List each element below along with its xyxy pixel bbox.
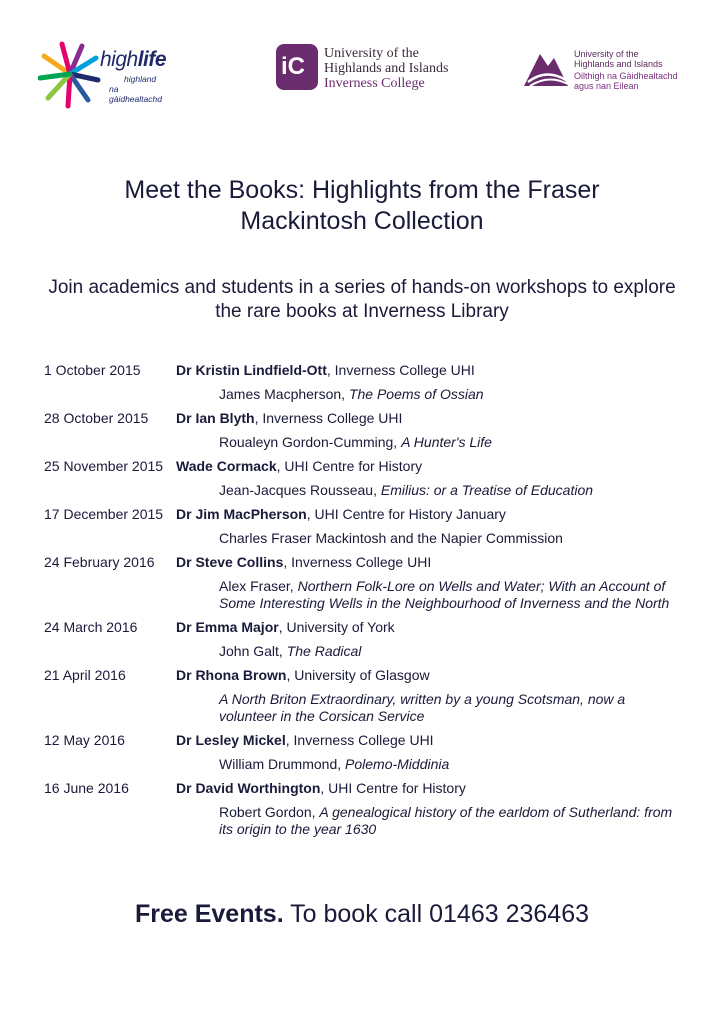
event-header-row — [44, 458, 684, 475]
event-header-row — [44, 780, 684, 797]
book-title: Emilius: or a Treatise of Education — [380, 482, 594, 498]
book-title: A Hunter's Life — [401, 434, 492, 450]
book-author: Roualeyn Gordon-Cumming, — [219, 434, 402, 450]
event-speaker — [176, 458, 684, 475]
event-speaker — [176, 780, 684, 797]
speaker-affiliation: , University of York — [278, 619, 395, 635]
event-speaker — [176, 619, 684, 636]
booking-footer — [0, 900, 724, 929]
speaker-affiliation: , UHI Centre for History — [320, 780, 466, 796]
event-date: 24 February 2016 — [44, 554, 155, 570]
speaker-name: Dr Rhona Brown — [176, 667, 287, 683]
event-date: 28 October 2015 — [44, 410, 149, 426]
ic-mark-icon: iC — [276, 44, 318, 90]
speaker-name: Dr Steve Collins — [176, 554, 284, 570]
speaker-affiliation: , Inverness College UHI — [254, 410, 403, 426]
book-author: Charles Fraser Mackintosh and the Napier Commission — [219, 530, 563, 546]
event-item — [44, 732, 684, 773]
book-title: A North Briton Extraordinary, written by a young Scotsman, now a volunteer in the Corsican Service — [219, 691, 626, 724]
event-date: 12 May 2016 — [44, 732, 125, 748]
event-item — [44, 554, 684, 612]
event-header-row — [44, 506, 684, 523]
event-book — [219, 643, 684, 660]
speaker-affiliation: , Inverness College UHI — [283, 554, 432, 570]
event-speaker — [176, 667, 684, 684]
speaker-affiliation: , UHI Centre for History — [276, 458, 423, 474]
event-header-row — [44, 667, 684, 684]
event-header-row — [44, 619, 684, 636]
uhi-line-4: agus nan Eilean — [574, 81, 639, 91]
event-item — [44, 410, 684, 451]
page-title: Meet the Books: Highlights from the Fraser Mackintosh Collection — [124, 176, 600, 235]
inverness-college-logo — [276, 44, 466, 94]
event-speaker — [176, 732, 684, 749]
event-item — [44, 667, 684, 725]
uhi-line-2: Highlands and Islands — [574, 59, 663, 69]
speaker-name: Dr Kristin Lindfield-Ott — [176, 362, 327, 378]
uhi-mountain-icon — [522, 46, 570, 94]
highlife-star-icon — [38, 40, 108, 112]
event-book — [219, 804, 684, 838]
book-title: Polemo-Middinia — [345, 756, 450, 772]
book-title: A genealogical history of the earldom of Sutherland: from its origin to the year 1630 — [219, 804, 673, 837]
event-speaker — [176, 554, 684, 571]
ic-line-3: Inverness College — [324, 76, 425, 91]
event-speaker — [176, 410, 684, 427]
event-header-row — [44, 554, 684, 571]
speaker-name: Dr Jim MacPherson — [176, 506, 307, 522]
book-title: Northern Folk-Lore on Wells and Water; With an Account of Some Interesting Wells in the Neighbourhood of Inverness and the North — [219, 578, 670, 611]
book-author: Robert Gordon, — [219, 804, 320, 820]
event-item — [44, 458, 684, 499]
speaker-affiliation: , Inverness College UHI — [326, 362, 475, 378]
book-author: William Drummond, — [219, 756, 346, 772]
event-book — [219, 386, 684, 403]
ic-line-2: Highlands and Islands — [324, 61, 449, 76]
speaker-name: Wade Cormack — [176, 458, 277, 474]
event-book — [219, 434, 684, 451]
event-book — [219, 756, 684, 773]
footer-rest: To book call 01463 236463 — [283, 900, 590, 928]
highlife-wordmark: highlife — [100, 48, 167, 71]
event-item — [44, 780, 684, 838]
speaker-name: Dr David Worthington — [176, 780, 321, 796]
event-speaker — [176, 362, 684, 379]
speaker-name: Dr Emma Major — [176, 619, 279, 635]
book-author: Alex Fraser, — [219, 578, 298, 594]
event-date: 16 June 2016 — [44, 780, 129, 796]
footer-bold: Free Events. — [134, 900, 284, 928]
events-list — [44, 362, 684, 845]
highlife-logo — [38, 40, 168, 112]
book-title: The Radical — [286, 643, 362, 659]
event-speaker — [176, 506, 684, 523]
event-date: 21 April 2016 — [44, 667, 126, 683]
logo-bar — [0, 0, 724, 110]
speaker-affiliation: , Inverness College UHI — [285, 732, 434, 748]
event-date: 17 December 2015 — [44, 506, 164, 522]
book-author: Jean-Jacques Rousseau, — [219, 482, 381, 498]
uhi-line-1: University of the — [574, 49, 639, 59]
event-header-row — [44, 362, 684, 379]
book-author: James Macpherson, — [219, 386, 349, 402]
event-item — [44, 362, 684, 403]
event-book — [219, 530, 684, 547]
event-item — [44, 619, 684, 660]
speaker-affiliation: , UHI Centre for History January — [306, 506, 506, 522]
speaker-name: Dr Ian Blyth — [176, 410, 255, 426]
event-date: 1 October 2015 — [44, 362, 141, 378]
uhi-logo — [522, 46, 692, 96]
event-book — [219, 691, 684, 725]
highlife-sub-1: highland — [124, 74, 157, 84]
book-title: The Poems of Ossian — [348, 386, 484, 402]
event-header-row — [44, 732, 684, 749]
highlife-sub-2: na gàidhealtachd — [109, 84, 162, 104]
page-subtitle: Join academics and students in a series of hands-on workshops to explore the rare books at Inverness Library — [48, 277, 676, 322]
speaker-affiliation: , University of Glasgow — [286, 667, 430, 683]
event-book — [219, 578, 684, 612]
event-book — [219, 482, 684, 499]
event-date: 25 November 2015 — [44, 458, 164, 474]
book-author: John Galt, — [219, 643, 287, 659]
event-item — [44, 506, 684, 547]
event-header-row — [44, 410, 684, 427]
uhi-line-3: Oilthigh na Gàidhealtachd — [574, 71, 678, 81]
event-date: 24 March 2016 — [44, 619, 138, 635]
speaker-name: Dr Lesley Mickel — [176, 732, 286, 748]
ic-line-1: University of the — [324, 46, 419, 61]
